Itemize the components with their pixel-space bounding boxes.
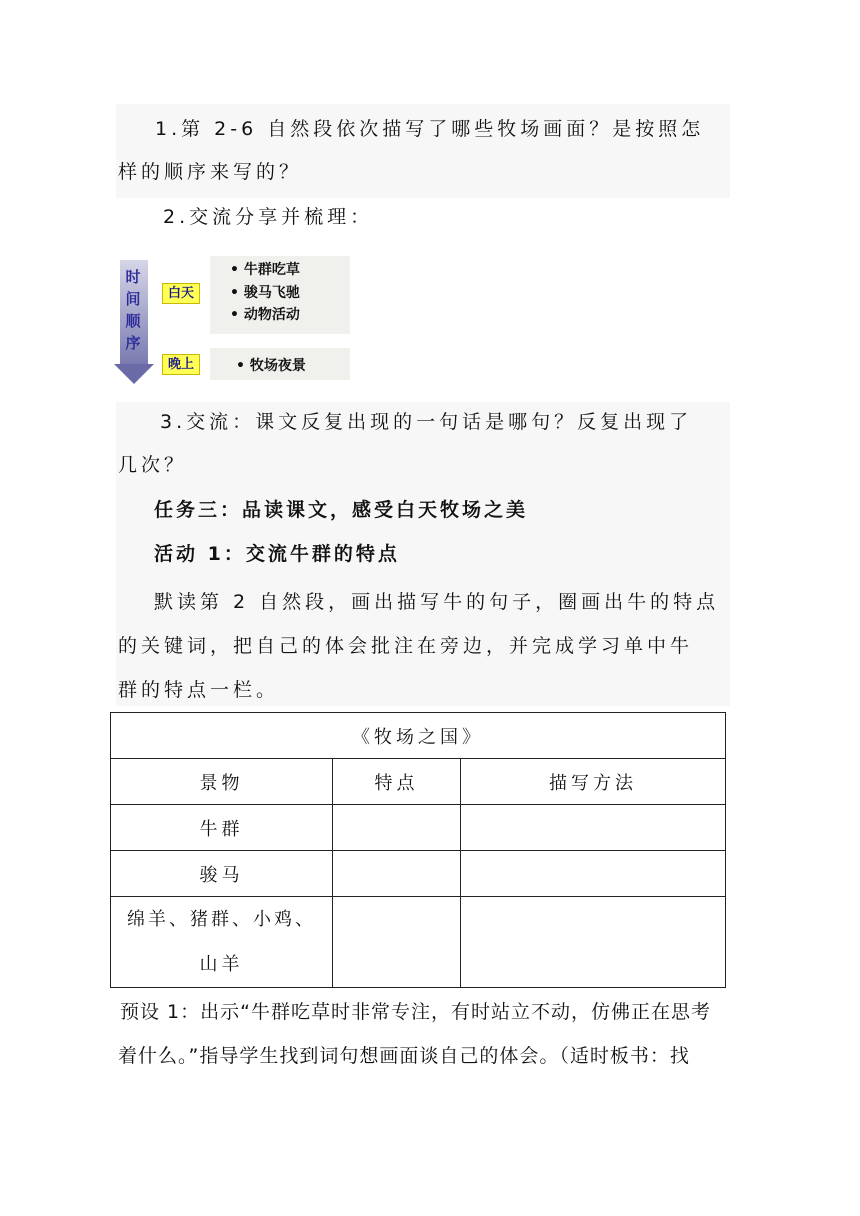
instruction-line-2: 的关键词，把自己的体会批注在旁边，并完成学习单中牛 <box>118 635 694 657</box>
night-tag: 晚上 <box>162 354 200 375</box>
scene-cell: 骏马 <box>111 851 333 897</box>
preset-line-1: 预设 1：出示“牛群吃草时非常专注，有时站立不动，仿佛正在思考 <box>120 1001 711 1023</box>
question-1-line-2: 样的顺序来写的？ <box>118 161 303 183</box>
time-order-char: 时 <box>125 268 141 286</box>
question-2: 2.交流分享并梳理： <box>163 206 374 228</box>
feature-cell <box>333 897 461 988</box>
bullet-icon: • <box>230 307 239 323</box>
method-cell <box>461 805 726 851</box>
night-item: • 牧场夜景 <box>236 358 306 374</box>
header-scene: 景物 <box>111 759 333 805</box>
table-row <box>111 805 726 851</box>
bullet-icon: • <box>230 285 239 301</box>
scene-line: 绵羊、猪群、小鸡、 <box>127 909 316 930</box>
day-item: • 骏马飞驰 <box>230 285 300 301</box>
method-cell <box>461 851 726 897</box>
timeline-diagram <box>116 246 356 386</box>
instruction-line-1: 默读第 2 自然段，画出描写牛的句子，圈画出牛的特点 <box>154 591 720 613</box>
method-cell <box>461 897 726 988</box>
day-item: • 牛群吃草 <box>230 262 300 278</box>
question-1-line-1: 1.第 2-6 自然段依次描写了哪些牧场画面？是按照怎 <box>155 118 705 140</box>
question-3-line-1: 3.交流：课文反复出现的一句话是哪句？反复出现了 <box>160 411 693 433</box>
feature-cell <box>333 805 461 851</box>
time-order-char: 序 <box>125 334 141 352</box>
header-feature: 特点 <box>333 759 461 805</box>
header-method: 描写方法 <box>461 759 726 805</box>
bullet-icon: • <box>236 358 245 374</box>
arrow-head-icon <box>114 364 154 384</box>
scene-cell: 牛群 <box>111 805 333 851</box>
activity-1-heading: 活动 1：交流牛群的特点 <box>154 543 400 565</box>
bullet-icon: • <box>230 262 239 278</box>
table-row <box>111 851 726 897</box>
day-item: • 动物活动 <box>230 307 300 323</box>
feature-cell <box>333 851 461 897</box>
preset-line-2: 着什么。”指导学生找到词句想画面谈自己的体会。（适时板书：找 <box>118 1045 690 1067</box>
table-row <box>111 897 726 988</box>
table-title: 《牧场之国》 <box>111 713 726 759</box>
scene-line: 山羊 <box>199 954 244 975</box>
time-order-char: 间 <box>125 290 141 308</box>
day-tag: 白天 <box>162 283 200 304</box>
time-order-label <box>122 266 144 354</box>
worksheet-table <box>110 712 726 988</box>
time-order-char: 顺 <box>125 312 141 330</box>
instruction-line-3: 群的特点一栏。 <box>118 679 280 701</box>
question-3-line-2: 几次？ <box>118 454 188 476</box>
scene-cell <box>111 897 333 988</box>
task-3-heading: 任务三：品读课文，感受白天牧场之美 <box>154 499 529 521</box>
